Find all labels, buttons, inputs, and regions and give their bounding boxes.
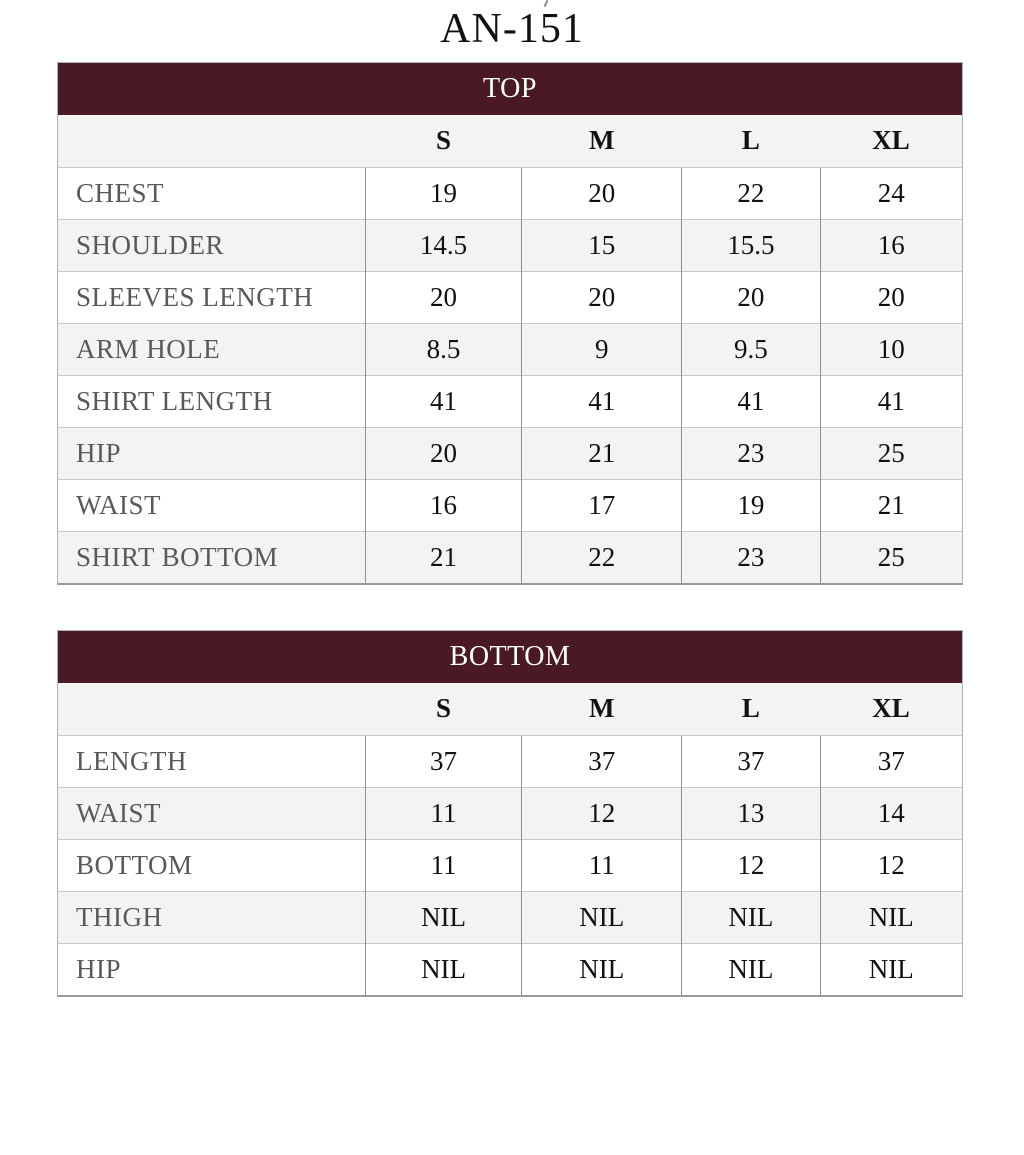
table-row-shoulder [58,219,962,271]
cell-value: 23 [682,531,820,583]
bottom-size-chart [57,630,963,997]
table-row-shirt-bottom [58,531,962,583]
cell-value: 19 [365,167,521,219]
cell-value: 41 [820,375,962,427]
cell-value: 9 [522,323,682,375]
row-label: SLEEVES LENGTH [58,271,365,323]
top-size-col-s: S [436,125,452,156]
bottom-size-header-empty [58,683,365,735]
cell-value: NIL [522,943,682,995]
cell-value: 19 [682,479,820,531]
cell-value: 15 [522,219,682,271]
cell-value: 22 [522,531,682,583]
cell-value: 20 [522,167,682,219]
row-label: LENGTH [58,735,365,787]
cell-value: 20 [820,271,962,323]
top-size-header-row [58,115,962,167]
cell-value: 20 [365,427,521,479]
row-label: HIP [58,943,365,995]
cell-value: 41 [682,375,820,427]
table-row-waist [58,787,962,839]
top-size-col-m: M [589,125,615,156]
cell-value: 17 [522,479,682,531]
row-label: ARM HOLE [58,323,365,375]
cell-value: 37 [682,735,820,787]
cell-value: 12 [682,839,820,891]
bottom-size-col-l: L [741,693,760,724]
cell-value: NIL [522,891,682,943]
cell-value: 9.5 [682,323,820,375]
top-size-col-l: L [741,125,760,156]
cell-value: 41 [365,375,521,427]
cell-value: 16 [365,479,521,531]
cell-value: NIL [820,891,962,943]
bottom-size-header-row [58,683,962,735]
cell-value: 10 [820,323,962,375]
page-title: AN-151 [440,6,584,52]
cell-value: 23 [682,427,820,479]
cell-value: 25 [820,427,962,479]
table-row-bottom [58,839,962,891]
table-row-length [58,735,962,787]
cell-value: 37 [820,735,962,787]
cell-value: NIL [820,943,962,995]
cell-value: 20 [365,271,521,323]
bottom-size-col-s: S [436,693,452,724]
cell-value: 24 [820,167,962,219]
cell-value: 14.5 [365,219,521,271]
cell-value: NIL [682,891,820,943]
cell-value: 14 [820,787,962,839]
row-label: THIGH [58,891,365,943]
row-label: SHOULDER [58,219,365,271]
bottom-size-col-m: M [589,693,615,724]
cell-value: NIL [365,943,521,995]
row-label: CHEST [58,167,365,219]
table-row-hip [58,427,962,479]
bottom-table-title-bar [58,631,962,683]
table-row-shirt-length [58,375,962,427]
table-row-thigh [58,891,962,943]
cell-value: 13 [682,787,820,839]
top-table-title-bar [58,63,962,115]
row-label: WAIST [58,479,365,531]
cell-value: 11 [365,839,521,891]
bottom-table [58,683,962,995]
cell-value: 37 [522,735,682,787]
row-label: BOTTOM [58,839,365,891]
top-size-header-empty [58,115,365,167]
cell-value: 8.5 [365,323,521,375]
cell-value: 20 [682,271,820,323]
cell-value: 15.5 [682,219,820,271]
table-row-waist [58,479,962,531]
top-table [58,115,962,583]
cell-value: 21 [365,531,521,583]
bottom-size-col-xl: XL [872,693,910,724]
top-size-chart [57,62,963,585]
top-size-col-xl: XL [872,125,910,156]
cell-value: NIL [682,943,820,995]
top-table-title: TOP [483,73,537,104]
cell-value: 16 [820,219,962,271]
row-label: WAIST [58,787,365,839]
row-label: HIP [58,427,365,479]
table-row-arm-hole [58,323,962,375]
row-label: SHIRT LENGTH [58,375,365,427]
row-label: SHIRT BOTTOM [58,531,365,583]
cell-value: 12 [522,787,682,839]
cell-value: 37 [365,735,521,787]
table-row-chest [58,167,962,219]
cell-value: 25 [820,531,962,583]
table-row-sleeves-length [58,271,962,323]
cell-value: 41 [522,375,682,427]
cell-value: 11 [522,839,682,891]
cell-value: 20 [522,271,682,323]
bottom-table-title: BOTTOM [449,641,571,672]
cell-value: NIL [365,891,521,943]
cell-value: 21 [820,479,962,531]
table-row-hip [58,943,962,995]
cell-value: 22 [682,167,820,219]
cell-value: 21 [522,427,682,479]
cell-value: 12 [820,839,962,891]
cell-value: 11 [365,787,521,839]
